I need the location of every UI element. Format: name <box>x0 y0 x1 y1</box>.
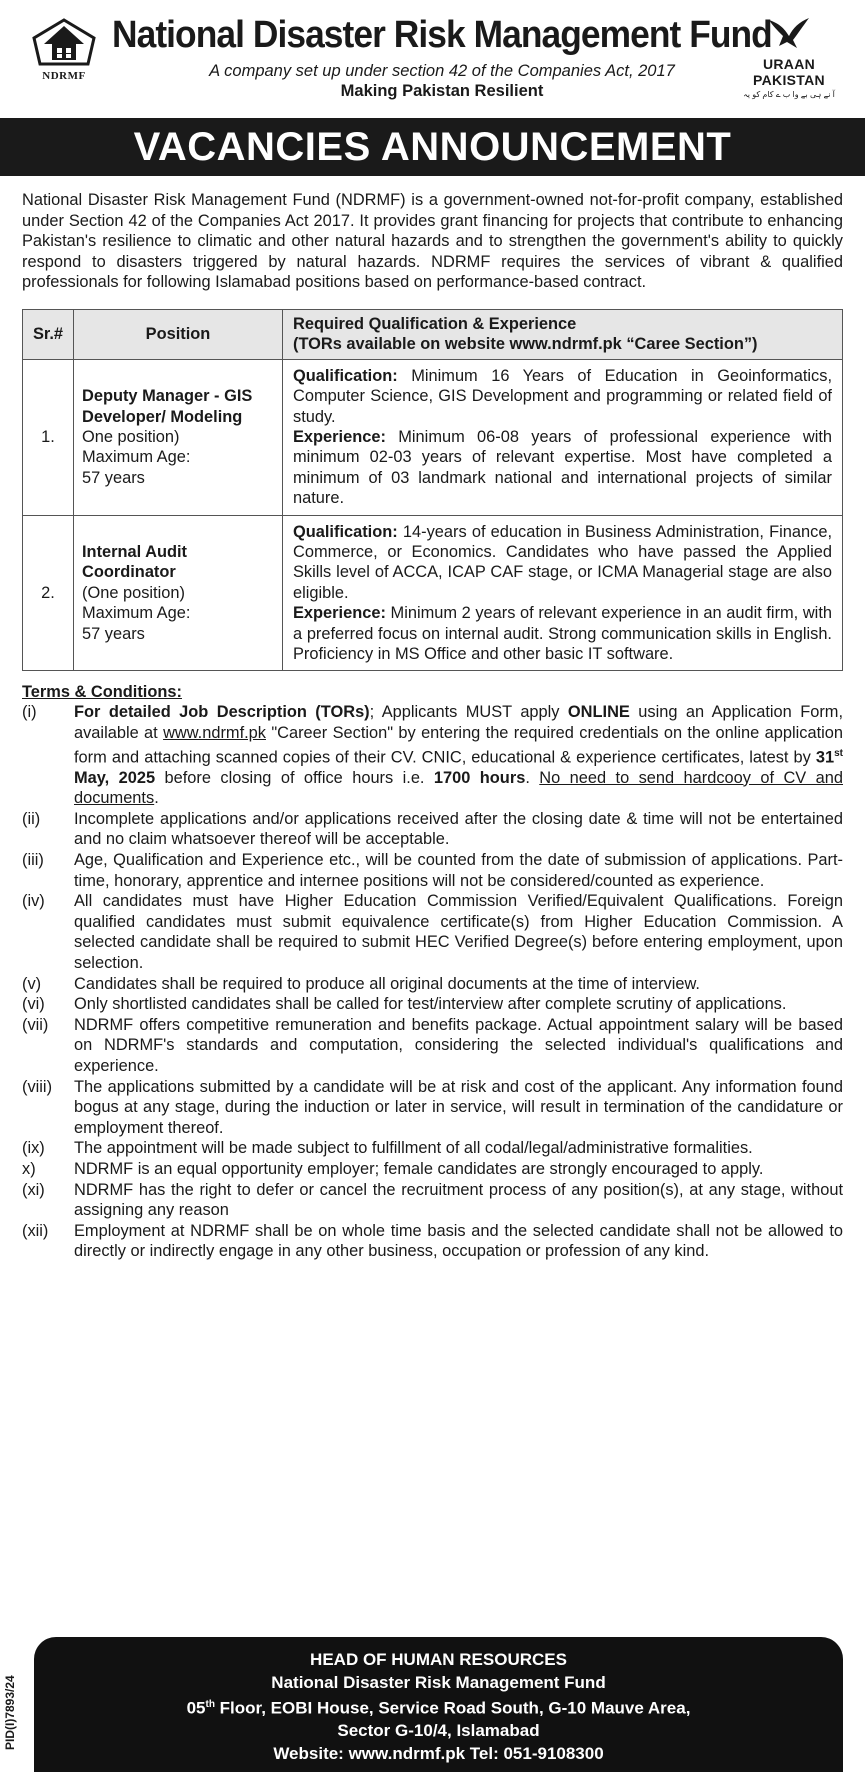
organization-tagline: Making Pakistan Resilient <box>340 82 544 100</box>
header-requirements-line2: (TORs available on website www.ndrmf.pk “Caree Section”) <box>293 335 758 354</box>
contact-role: HEAD OF HUMAN RESOURCES <box>310 1650 567 1669</box>
term-text: Only shortlisted candidates shall be called for test/interview after complete scrutiny of applications. <box>74 995 787 1014</box>
term-text: Candidates shall be required to produce all original documents at the time of interview. <box>74 974 700 993</box>
term-item <box>22 974 843 995</box>
term-text: The appointment will be made subject to fulfillment of all codal/legal/administrative formalities. <box>74 1139 753 1158</box>
table-header-row <box>23 309 843 359</box>
term-number: (xi) <box>22 1180 45 1199</box>
qualification-text: Minimum 16 Years of Education in Geoinformatics, Computer Science, GIS Development and programming or related field of study. <box>293 366 832 426</box>
term-item <box>22 1138 843 1159</box>
table-row <box>23 515 843 671</box>
term-text-part: . <box>525 768 540 787</box>
position-age-value: 57 years <box>82 468 145 487</box>
uraan-pakistan-logo <box>741 16 837 99</box>
vacancies-table <box>22 309 843 672</box>
term-text: NDRMF is an equal opportunity employer; female candidates are strongly encouraged to apply. <box>74 1159 764 1178</box>
qualification-label: Qualification: <box>293 366 398 385</box>
experience-text: Minimum 2 years of relevant experience in an audit firm, with a preferred focus on internal audit. Strong communication skills in English. Proficiency in MS Office and other basic IT software. <box>293 604 832 663</box>
term-text: The applications submitted by a candidate will be at risk and cost of the applicant. Any information found bogus at any stage, during the induction or later in service, will result in termination of the candidature or employment thereof. <box>74 1077 843 1137</box>
term-text-part: . <box>154 789 159 808</box>
position-title: Internal Audit Coordinator <box>82 542 188 582</box>
position-cell <box>74 359 283 515</box>
header-position: Position <box>74 309 283 359</box>
experience-block <box>293 603 832 664</box>
experience-label: Experience: <box>293 427 386 446</box>
term-item <box>22 702 843 808</box>
term-item <box>22 809 843 850</box>
term-text: NDRMF offers competitive remuneration and benefits package. Actual appointment salary will be based on NDRMF's standards and computation, considering the selected individual's qualifications and experience. <box>74 1015 843 1075</box>
logo-abbreviation: NDRMF <box>42 70 86 82</box>
position-count: (One position) <box>82 583 185 602</box>
term-bold-online: ONLINE <box>567 703 630 722</box>
position-age-value: 57 years <box>82 624 145 643</box>
no-hardcopy-note: No need to send hardcooy of CV and documents <box>74 768 843 808</box>
term-text <box>74 702 843 808</box>
table-row <box>23 359 843 515</box>
term-number: x) <box>22 1159 36 1178</box>
term-text-part: using an Application Form, available at <box>74 703 843 742</box>
ndrmf-logo <box>28 18 100 82</box>
deadline-time: 1700 hours <box>433 768 526 787</box>
term-text: All candidates must have Higher Education Commission Verified/Equivalent Qualifications. Foreign qualified candidates must submit equivalence certificate(s) from Higher Education Commission. A selected candidate shall be required to submit HEC Verified Degree(s) before entering employment, upon selection. <box>74 892 843 972</box>
term-item <box>22 994 843 1015</box>
term-text-part: before closing of office hours i.e. <box>155 768 434 787</box>
deadline-month-year: May, 2025 <box>74 768 156 787</box>
experience-block <box>293 427 832 509</box>
header-requirements <box>283 309 843 359</box>
page-title-banner: VACANCIES ANNOUNCEMENT <box>0 118 865 176</box>
qualification-label: Qualification: <box>293 522 398 541</box>
term-number: (v) <box>22 974 42 993</box>
term-item <box>22 1221 843 1262</box>
contact-organization: National Disaster Risk Management Fund <box>271 1672 606 1692</box>
term-item <box>22 1159 843 1180</box>
urdu-slogan: آ نے ہی بے وا ب ے کام کو یہ <box>743 90 835 99</box>
term-item <box>22 1180 843 1221</box>
contact-address-line1 <box>34 1694 843 1720</box>
floor-number: 05 <box>186 1698 206 1718</box>
position-title: Deputy Manager - GIS Developer/ Modeling <box>82 387 253 426</box>
qualification-text: 14-years of education in Business Administration, Finance, Commerce, or Economics. Candidates who have passed the Applied Skills level of ACCA, ICAP CAF stage, or ICMA Managerial stage are also eligible. <box>293 522 832 602</box>
uraan-text: URAAN <box>762 56 816 72</box>
contact-footer <box>0 1637 865 1772</box>
term-text: Incomplete applications and/or applications received after the closing date & time will not be entertained and no claim whatsoever thereof will be acceptable. <box>74 809 843 849</box>
intro-paragraph: National Disaster Risk Management Fund (NDRMF) is a government-owned not-for-profit company, established under Section 42 of the Companies Act 2017. It provides grant financing for projects that contribute to enhancing Pakistan's resilience to climatic and other natural hazards and to strengthen the government's ability to quickly respond to disasters triggered by natural hazards. NDRMF requires the services of vibrant & qualified professionals for following Islamabad positions based on performance-based contract. <box>22 191 843 291</box>
position-count: One position) <box>82 427 180 446</box>
terms-list <box>22 809 843 1262</box>
term-number: (iv) <box>22 892 45 911</box>
term-text-part: "Career Section" by entering the required credentials on the online application form and attaching scanned copies of their CV. CNIC, educational & experience certificates, latest by <box>74 723 844 767</box>
organization-title: National Disaster Risk Management Fund <box>112 14 772 56</box>
qualification-block <box>293 522 832 604</box>
term-item <box>22 891 843 973</box>
term-number: (vii) <box>22 1015 49 1034</box>
house-in-hexagon-icon <box>32 18 96 68</box>
position-age-label: Maximum Age: <box>82 604 191 623</box>
eagle-icon <box>767 16 811 50</box>
deadline-day-suffix: st <box>834 747 843 759</box>
header <box>22 0 843 110</box>
contact-address-line2: Sector G-10/4, Islamabad <box>337 1721 540 1741</box>
row-sr: 2. <box>23 515 74 671</box>
term-item <box>22 1077 843 1139</box>
requirements-cell <box>283 359 843 515</box>
term-text: Employment at NDRMF shall be on whole time basis and the selected candidate shall not be allowed to directly or indirectly engage in any other business, occupation or profession of any kind. <box>74 1221 843 1261</box>
term-text: NDRMF has the right to defer or cancel the recruitment process of any position(s), at any stage, without assigning any reason <box>74 1180 843 1220</box>
term-text: Age, Qualification and Experience etc., will be counted from the date of submission of applications. Part-time, honorary, apprentice and internee positions will not be considered/counted as experience. <box>74 851 843 890</box>
term-number: (xii) <box>22 1221 49 1240</box>
term-item <box>22 1015 843 1077</box>
publication-id: PID(I)7893/24 <box>3 1675 17 1750</box>
header-requirements-line1: Required Qualification & Experience <box>293 314 577 333</box>
qualification-block <box>293 366 832 427</box>
address-text: Floor, EOBI House, Service Road South, G-10 Mauve Area, <box>214 1698 691 1718</box>
header-sr: Sr.# <box>23 309 74 359</box>
term-bold-tors: For detailed Job Description (TORs) <box>74 703 370 722</box>
term-number: (viii) <box>22 1077 53 1096</box>
terms-heading: Terms & Conditions: <box>22 683 182 702</box>
website-link[interactable]: www.ndrmf.pk <box>163 723 266 742</box>
term-number: (vi) <box>22 995 45 1014</box>
pakistan-text: PAKISTAN <box>753 72 825 88</box>
experience-label: Experience: <box>293 604 386 623</box>
deadline-day: 31 <box>815 748 835 767</box>
position-age-label: Maximum Age: <box>82 448 191 467</box>
term-number: (ii) <box>22 809 41 828</box>
term-text-part: ; Applicants MUST apply <box>369 703 568 722</box>
term-number: (iii) <box>22 851 44 870</box>
term-number: (i) <box>22 703 37 722</box>
requirements-cell <box>283 515 843 671</box>
organization-subtitle: A company set up under section 42 of the Companies Act, 2017 <box>209 62 675 80</box>
term-number: (ix) <box>22 1139 45 1158</box>
position-cell <box>74 515 283 671</box>
contact-box <box>34 1637 843 1772</box>
floor-suffix: th <box>205 1699 215 1710</box>
row-sr: 1. <box>23 359 74 515</box>
term-item <box>22 850 843 891</box>
experience-text: Minimum 06-08 years of professional experience with minimum 02-03 years of relevant expertise. Most have completed a minimum of 03 landmark national and international projects of similar nature. <box>293 427 832 508</box>
contact-website-phone: Website: www.ndrmf.pk Tel: 051-9108300 <box>273 1743 604 1763</box>
